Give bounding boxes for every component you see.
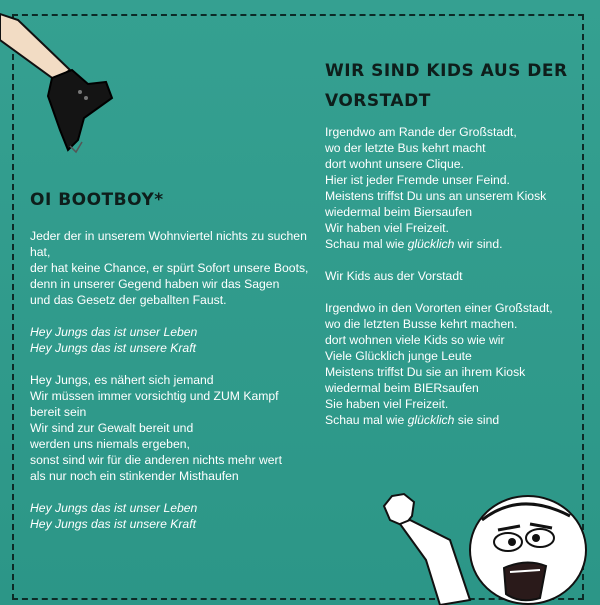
lyric-line: Meistens triffst Du sie an ihrem Kiosk [325, 365, 526, 379]
lyrics-column-oi-bootboy [30, 228, 310, 532]
boot-leg-illustration [0, 0, 120, 160]
lyric-line: der hat keine Chance, er spürt Sofort unsere Boots, [30, 261, 309, 275]
lyric-line: wo die letzten Busse kehrt machen. [325, 317, 518, 331]
lyric-line: Irgendwo am Rande der Großstadt, [325, 125, 517, 139]
lyric-spacer [325, 252, 585, 268]
screaming-figure-illustration [370, 480, 600, 605]
chorus-line: Hey Jungs das ist unser Leben [30, 325, 198, 339]
chorus-line: Hey Jungs das ist unser Leben [30, 501, 198, 515]
lyric-line: Hey Jungs, es nähert sich jemand [30, 373, 214, 387]
lyric-line: Wir sind zur Gewalt bereit und [30, 421, 194, 435]
lyric-line: Wir müssen immer vorsichtig und ZUM Kampf bereit sein [30, 389, 279, 419]
song-title-wir-sind-kids: WIR SIND KIDS AUS DER VORSTADT [325, 61, 568, 111]
lyric-line: wiedermal beim BIERsaufen [325, 381, 479, 395]
lyric-line: als nur noch ein stinkender Misthaufen [30, 469, 239, 483]
chorus-line: Hey Jungs das ist unsere Kraft [30, 517, 196, 531]
lyric-line: Sie haben viel Freizeit. [325, 397, 449, 411]
lyric-spacer [30, 484, 310, 500]
lyric-line: sonst sind wir für die anderen nichts mehr wert [30, 453, 282, 467]
lyric-line: Hier ist jeder Fremde unser Feind. [325, 173, 510, 187]
lyric-line: werden uns niemals ergeben, [30, 437, 190, 451]
lyric-line: Viele Glücklich junge Leute [325, 349, 472, 363]
lyric-line: Wir haben viel Freizeit. [325, 221, 449, 235]
lyric-line: dort wohnen viele Kids so wie wir [325, 333, 505, 347]
lyric-spacer [30, 308, 310, 324]
lyric-line: Schau mal wie glücklich sie sind [325, 413, 500, 427]
lyric-line: Meistens triffst Du uns an unserem Kiosk [325, 189, 547, 203]
chorus-line: Hey Jungs das ist unsere Kraft [30, 341, 196, 355]
lyric-line: wo der letzte Bus kehrt macht [325, 141, 486, 155]
lyric-spacer [325, 284, 585, 300]
lyric-line: Wir Kids aus der Vorstadt [325, 269, 463, 283]
lyric-line: und das Gesetz der geballten Faust. [30, 293, 227, 307]
lyric-line: Jeder der in unserem Wohnviertel nichts zu suchen hat, [30, 229, 307, 259]
lyric-line: wiedermal beim Biersaufen [325, 205, 472, 219]
song-title-oi-bootboy: OI BOOTBOY* [30, 190, 164, 210]
lyric-spacer [30, 356, 310, 372]
lyric-line: Schau mal wie glücklich wir sind. [325, 237, 503, 251]
lyric-line: denn in unserer Gegend haben wir das Sagen [30, 277, 280, 291]
lyrics-column-wir-sind-kids [325, 124, 585, 428]
lyric-line: dort wohnt unsere Clique. [325, 157, 464, 171]
lyric-line: Irgendwo in den Vororten einer Großstadt, [325, 301, 553, 315]
